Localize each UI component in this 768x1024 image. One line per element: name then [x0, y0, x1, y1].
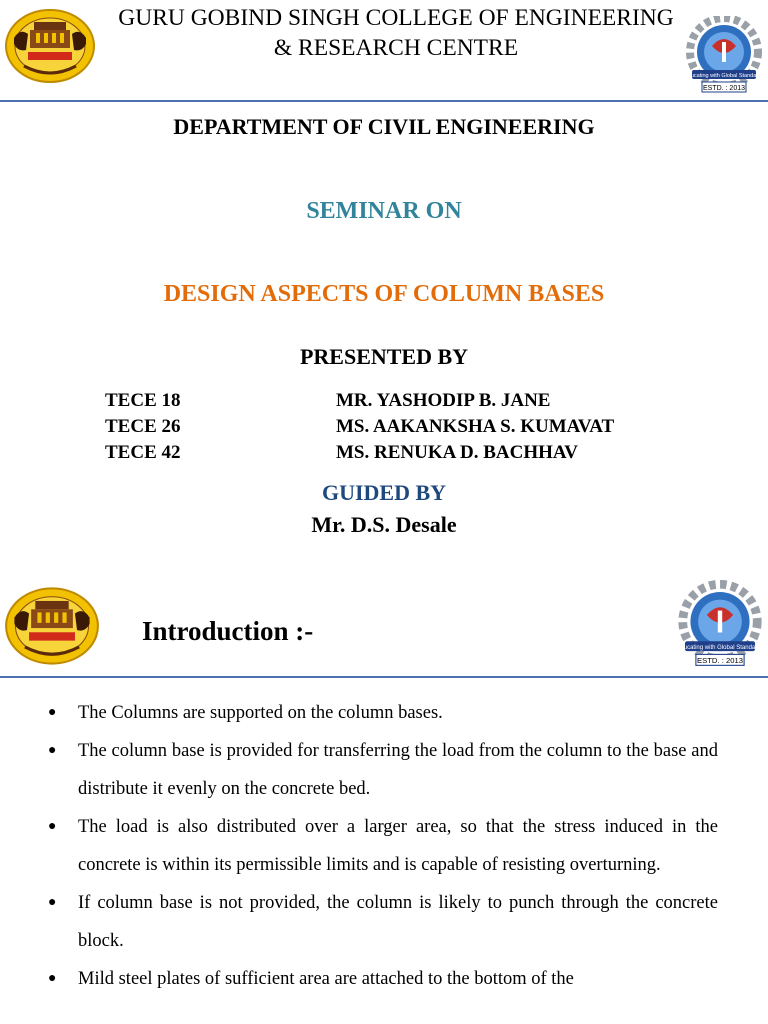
- college-gear-logo: [674, 580, 766, 679]
- college-logo-tagline: Educating with Global Standards: [684, 73, 764, 79]
- presenter-row: [105, 414, 705, 440]
- list-item: [46, 732, 718, 808]
- bullet-icon: ●: [48, 895, 57, 910]
- seminar-topic: DESIGN ASPECTS OF COLUMN BASES: [163, 281, 605, 307]
- bullet-text: If column base is not provided, the column is likely to punch through the concrete block.: [78, 893, 718, 951]
- introduction-heading: Introduction :-: [142, 616, 314, 646]
- presenter-row: [105, 388, 705, 414]
- list-item: [46, 808, 718, 884]
- college-gear-logo: [682, 16, 766, 103]
- college-logo-tagline: Educating with Global Standards: [676, 644, 764, 651]
- bullet-icon: ●: [48, 705, 57, 720]
- department-heading: DEPARTMENT OF CIVIL ENGINEERING: [173, 114, 595, 139]
- college-name-heading: [80, 3, 712, 63]
- header-divider: [0, 100, 768, 102]
- seminar-label: SEMINAR ON: [306, 198, 462, 224]
- bullet-icon: ●: [48, 819, 57, 834]
- college-logo-estd: ESTD. : 2013: [697, 656, 743, 666]
- college-logo-estd: ESTD. : 2013: [702, 85, 746, 92]
- presenter-name: MS. AAKANKSHA S. KUMAVAT: [336, 416, 615, 437]
- presenter-name: MS. RENUKA D. BACHHAV: [336, 442, 578, 463]
- bullet-text: The Columns are supported on the column bases.: [78, 703, 443, 723]
- presenter-roll: TECE 18: [105, 390, 181, 411]
- list-item: [46, 960, 718, 998]
- university-seal-logo: [4, 586, 100, 671]
- guided-by-label: GUIDED BY: [321, 480, 447, 505]
- introduction-slide: [0, 580, 768, 1024]
- header-divider: [0, 676, 768, 678]
- bullet-icon: ●: [48, 971, 57, 986]
- bullet-text: Mild steel plates of sufficient area are attached to the bottom of the: [78, 969, 574, 989]
- presenter-roll: TECE 42: [105, 442, 181, 463]
- bullet-text: The column base is provided for transferring the load from the column to the base and distribute it evenly on the concrete bed.: [78, 741, 718, 799]
- college-name-line1: GURU GOBIND SINGH COLLEGE OF ENGINEERING: [118, 5, 674, 31]
- presenters-list: [105, 388, 705, 466]
- list-item: [46, 884, 718, 960]
- bullet-text: The load is also distributed over a larger area, so that the stress induced in the concrete is within its permissible limits and is capable of resisting overturning.: [78, 817, 718, 875]
- bullet-icon: ●: [48, 743, 57, 758]
- presenter-row: [105, 440, 705, 466]
- presenter-roll: TECE 26: [105, 416, 181, 437]
- presented-by-label: PRESENTED BY: [299, 344, 469, 369]
- presenter-name: MR. YASHODIP B. JANE: [336, 390, 551, 411]
- introduction-bullet-list: [46, 694, 718, 998]
- guide-name: Mr. D.S. Desale: [311, 512, 457, 537]
- list-item: [46, 694, 718, 732]
- college-name-line2: & RESEARCH CENTRE: [273, 35, 519, 61]
